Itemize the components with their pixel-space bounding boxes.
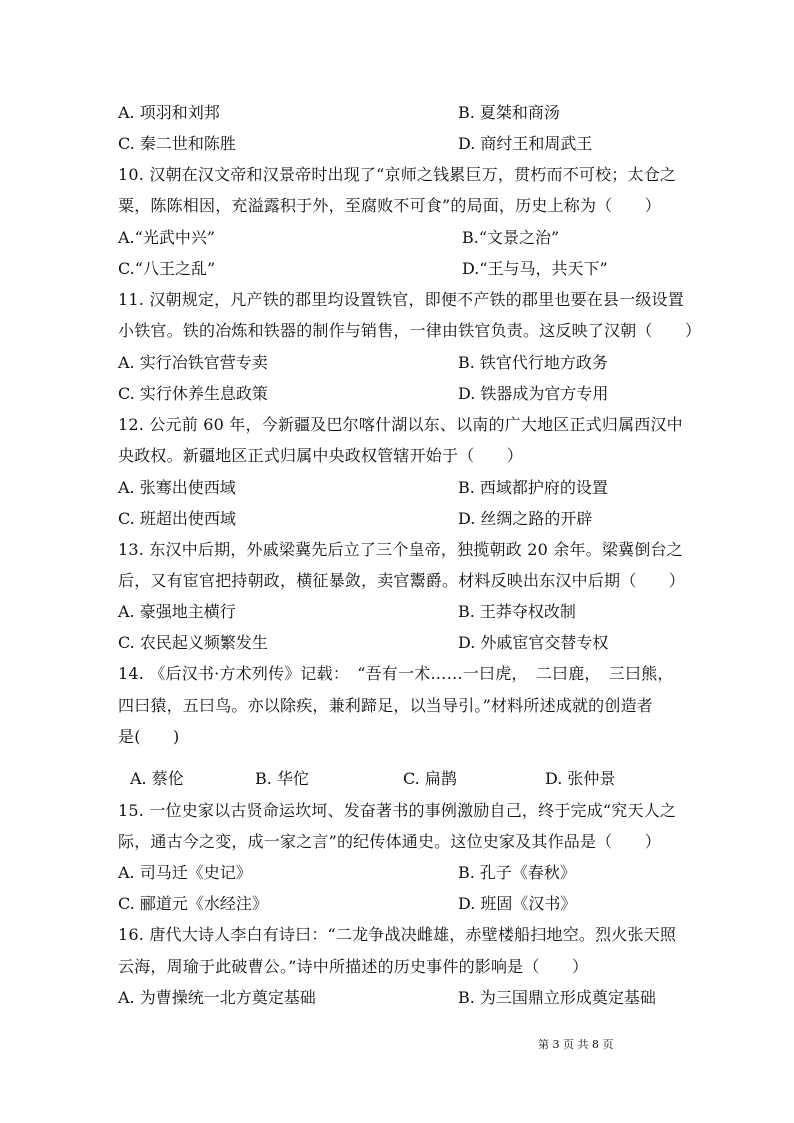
- q16-option-a: A. 为曹操统一北方奠定基础: [118, 988, 316, 1007]
- q14-option-d: D. 张仲景: [545, 769, 616, 788]
- q9-option-b: B. 夏桀和商汤: [458, 103, 560, 122]
- q12-option-b: B. 西域都护府的设置: [458, 478, 608, 497]
- q15-option-c: C. 郦道元《水经注》: [118, 894, 268, 913]
- q13-option-a: A. 豪强地主横行: [118, 602, 236, 621]
- q13-stem-line-1: 13. 东汉中后期，外戚梁冀先后立了三个皇帝，独揽朝政 20 余年。梁冀倒台之: [118, 540, 683, 559]
- q13-stem-line-2: 后，又有宦官把持朝政，横征暴敛，卖官鬻爵。材料反映出东汉中后期（ ）: [118, 571, 686, 590]
- q10-option-b: B.“文景之治”: [462, 228, 560, 247]
- q14-stem-line-3: 是( ): [118, 727, 180, 746]
- q10-stem-line-1: 10. 汉朝在汉文帝和汉景帝时出现了“京师之钱累巨万，贯朽而不可校；太仓之: [118, 165, 677, 184]
- q9-option-c: C. 秦二世和陈胜: [118, 134, 236, 153]
- q16-stem-line-2: 云海，周瑜于此破曹公。”诗中所描述的历史事件的影响是（ ）: [118, 957, 589, 976]
- q10-stem-line-2: 粟，陈陈相因，充溢露积于外，至腐败不可食”的局面，历史上称为（ ）: [118, 196, 661, 215]
- q16-option-b: B. 为三国鼎立形成奠定基础: [458, 988, 656, 1007]
- q12-option-c: C. 班超出使西域: [118, 509, 236, 528]
- q14-option-b: B. 华佗: [255, 769, 309, 788]
- q11-option-c: C. 实行休养生息政策: [118, 384, 268, 403]
- q12-stem-line-1: 12. 公元前 60 年，今新疆及巴尔喀什湖以东、以南的广大地区正式归属西汉中: [118, 415, 683, 434]
- q10-option-c: C.“八王之乱”: [118, 259, 216, 278]
- q14-stem-line-2: 四曰猿，五曰鸟。亦以除疾，兼利蹄足，以当导引。”材料所述成就的创造者: [118, 696, 653, 715]
- q15-option-a: A. 司马迁《史记》: [118, 863, 252, 882]
- q14-option-a: A. 蔡伦: [130, 769, 184, 788]
- q12-option-a: A. 张骞出使西域: [118, 478, 236, 497]
- q13-option-d: D. 外戚宦官交替专权: [458, 633, 609, 652]
- q11-stem-line-2: 小铁官。铁的冶炼和铁器的制作与销售，一律由铁官负责。这反映了汉朝（ ）: [118, 321, 702, 340]
- q13-option-b: B. 王莽夺权改制: [458, 602, 576, 621]
- q14-option-c: C. 扁鹊: [403, 769, 457, 788]
- q10-option-d: D.“王与马，共天下”: [462, 259, 608, 278]
- q15-stem-line-1: 15. 一位史家以古贤命运坎坷、发奋著书的事例激励自己，终于完成“究天人之: [118, 801, 677, 820]
- q12-stem-line-2: 央政权。新疆地区正式归属中央政权管辖开始于（ ）: [118, 446, 524, 465]
- q11-option-d: D. 铁器成为官方专用: [458, 384, 609, 403]
- q11-stem-line-1: 11. 汉朝规定，凡产铁的郡里均设置铁官，即便不产铁的郡里也要在县一级设置: [118, 290, 684, 309]
- q13-option-c: C. 农民起义频繁发生: [118, 633, 268, 652]
- q9-option-a: A. 项羽和刘邦: [118, 103, 220, 122]
- q16-stem-line-1: 16. 唐代大诗人李白有诗曰：“二龙争战决雌雄，赤壁楼船扫地空。烈火张天照: [118, 925, 677, 944]
- q11-option-a: A. 实行冶铁官营专卖: [118, 353, 268, 372]
- q11-option-b: B. 铁官代行地方政务: [458, 353, 608, 372]
- q15-option-d: D. 班固《汉书》: [458, 894, 577, 913]
- q15-stem-line-2: 际，通古今之变，成一家之言”的纪传体通史。这位史家及其作品是（ ）: [118, 832, 661, 851]
- q10-option-a: A.“光武中兴”: [118, 228, 216, 247]
- q12-option-d: D. 丝绸之路的开辟: [458, 509, 593, 528]
- q14-stem-line-1: 14. 《后汉书·方术列传》记载： “吾有一术……一曰虎， 二曰鹿， 三曰熊，: [118, 664, 674, 683]
- q15-option-b: B. 孔子《春秋》: [458, 863, 576, 882]
- q9-option-d: D. 商纣王和周武王: [458, 134, 593, 153]
- page-number: 第 3 页 共 8 页: [538, 1038, 614, 1051]
